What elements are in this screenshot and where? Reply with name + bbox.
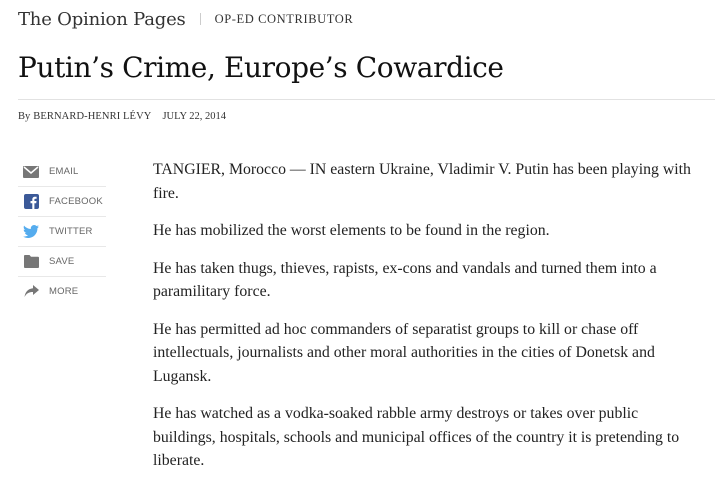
article-paragraph: He has taken thugs, thieves, rapists, ex-cons and vandals and turned them into a paramilitary force.: [153, 259, 657, 300]
folder-icon: [23, 254, 39, 270]
article-body: [153, 158, 698, 487]
kicker: OP-ED CONTRIBUTOR: [214, 11, 354, 26]
article-paragraph: TANGIER, Morocco — IN eastern Ukraine, Vladimir V. Putin has been playing with fire.: [153, 161, 691, 202]
byline-prefix: By: [18, 111, 31, 122]
share-facebook-button[interactable]: [18, 187, 106, 217]
share-save-label: SAVE: [49, 256, 75, 267]
share-email-label: EMAIL: [49, 166, 79, 177]
share-more-label: MORE: [49, 286, 79, 297]
author-link[interactable]: BERNARD-HENRI LÉVY: [33, 111, 152, 122]
article-paragraph: He has watched as a vodka-soaked rabble army destroys or takes over public buildings, hospitals, schools and municipal offices of the country it is pretending to liberate.: [153, 405, 680, 469]
article-paragraph: He has mobilized the worst elements to be found in the region.: [153, 222, 550, 239]
share-more-button[interactable]: [18, 277, 106, 306]
masthead: [18, 6, 353, 32]
byline: [18, 111, 226, 122]
twitter-icon: [23, 224, 39, 240]
article-paragraph: He has permitted ad hoc commanders of separatist groups to kill or chase off intellectuals, journalists and other moral authorities in the cities of Donetsk and Lugansk.: [153, 320, 655, 385]
share-facebook-label: FACEBOOK: [49, 196, 103, 207]
section-title[interactable]: The Opinion Pages: [18, 8, 186, 30]
share-tools: [18, 157, 106, 306]
share-arrow-icon: [23, 284, 39, 300]
headline: Putin’s Crime, Europe’s Cowardice: [18, 51, 504, 84]
publish-date: JULY 22, 2014: [162, 111, 227, 122]
share-twitter-label: TWITTER: [49, 226, 93, 237]
share-save-button[interactable]: [18, 247, 106, 277]
header-rule: [18, 99, 715, 100]
share-email-button[interactable]: [18, 157, 106, 187]
facebook-icon: [23, 194, 39, 210]
masthead-divider: [200, 13, 201, 25]
share-twitter-button[interactable]: [18, 217, 106, 247]
envelope-icon: [23, 164, 39, 180]
